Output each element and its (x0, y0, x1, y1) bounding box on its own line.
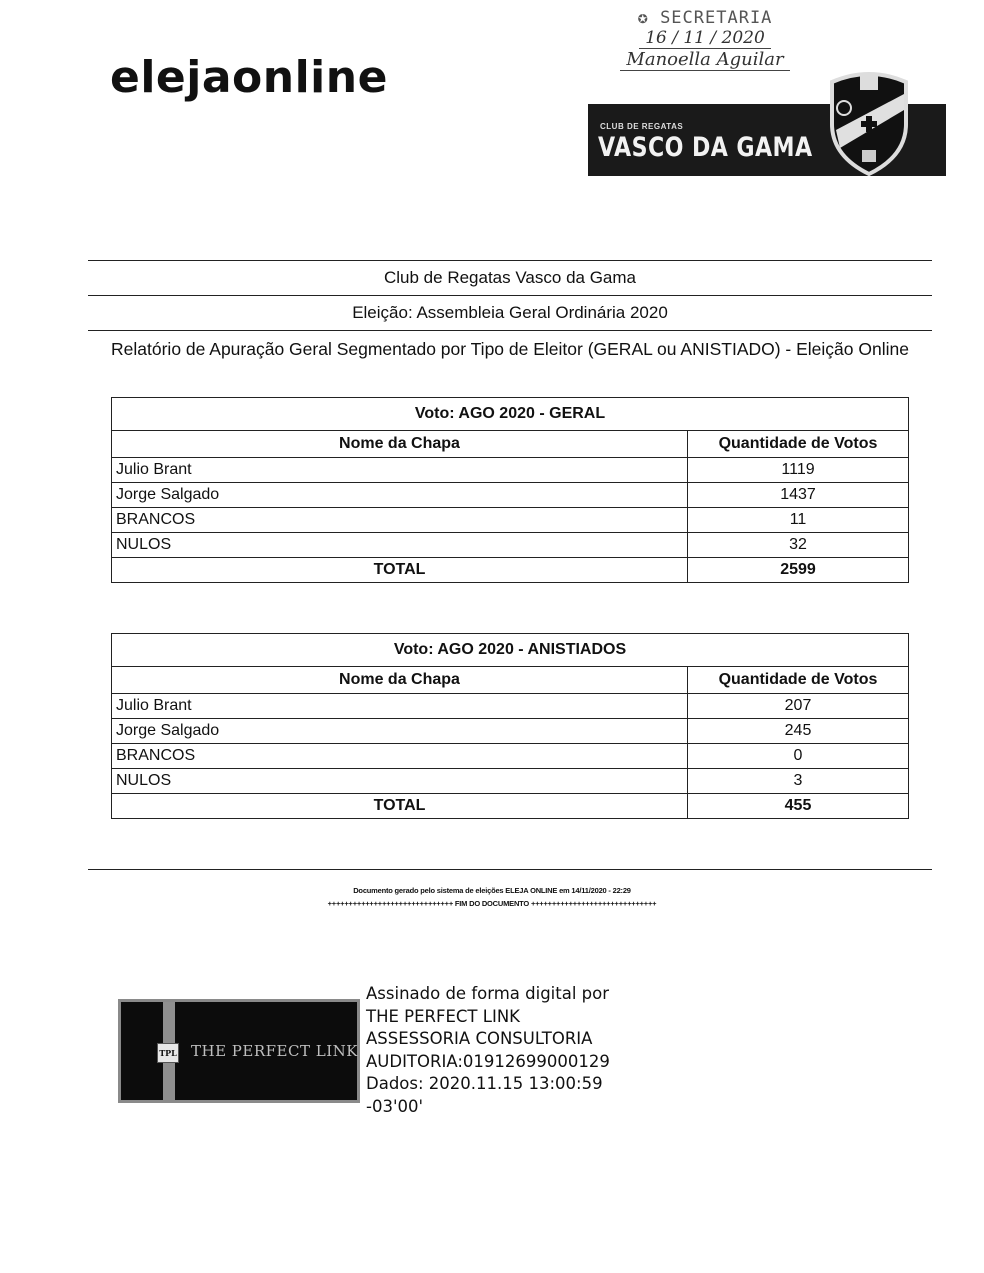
elejaonline-logo: elejaonline (110, 52, 388, 103)
table-row (112, 744, 909, 769)
organization-name: Club de Regatas Vasco da Gama (384, 268, 636, 287)
divider (88, 330, 932, 331)
stamp-title (610, 8, 800, 28)
stamp-title-text: SECRETARIA (660, 8, 773, 28)
total-value: 2599 (688, 558, 909, 583)
signature-line: AUDITORIA:01912699000129 (366, 1051, 610, 1071)
signature-line: Assinado de forma digital por (366, 984, 610, 1003)
signature-line: Dados: 2020.11.15 13:00:59 (366, 1074, 603, 1093)
chapa-name: Jorge Salgado (112, 719, 688, 744)
signature-line: ASSESSORIA CONSULTORIA (366, 1029, 593, 1048)
chapa-name: Jorge Salgado (112, 483, 688, 508)
table-row (112, 533, 909, 558)
chapa-name: Julio Brant (112, 458, 688, 483)
secretaria-stamp (610, 8, 800, 71)
table-row (112, 508, 909, 533)
column-header-votos: Quantidade de Votos (688, 667, 909, 694)
end-of-document-marker: ++++++++++++++++++++++++++++++ FIM DO DOCUMENTO ++++++++++++++++++++++++++++++ (327, 899, 657, 908)
signature-line: THE PERFECT LINK (366, 1006, 520, 1026)
signature-logo (118, 999, 360, 1103)
total-value: 455 (688, 794, 909, 819)
stamp-signature: Manoella Aguilar (620, 49, 789, 71)
election-title: Eleição: Assembleia Geral Ordinária 2020 (352, 303, 668, 322)
table-row (112, 719, 909, 744)
votes-table-anistiados (111, 633, 909, 819)
table-row (112, 694, 909, 719)
stamp-date: 16 / 11 / 2020 (639, 28, 771, 49)
generated-note: Documento gerado pelo sistema de eleições ELEJA ONLINE em 14/11/2020 - 22:29 (353, 886, 631, 895)
total-row (112, 794, 909, 819)
report-title: Relatório de Apuração Geral Segmentado por Tipo de Eleitor (GERAL ou ANISTIADO) - Eleição Online (111, 339, 909, 359)
table-caption: Voto: AGO 2020 - ANISTIADOS (112, 634, 909, 667)
stamp-seal-icon: ✪ (637, 8, 661, 28)
signature-line: -03'00' (366, 1096, 424, 1116)
chapa-name: Julio Brant (112, 694, 688, 719)
total-row (112, 558, 909, 583)
table-caption: Voto: AGO 2020 - GERAL (112, 398, 909, 431)
table-row (112, 458, 909, 483)
divider (88, 869, 932, 870)
chapa-name: NULOS (112, 533, 688, 558)
total-label: TOTAL (112, 558, 688, 583)
vote-count: 1119 (688, 458, 909, 483)
votes-table-geral (111, 397, 909, 583)
vote-count: 245 (688, 719, 909, 744)
chapa-name: NULOS (112, 769, 688, 794)
divider (88, 295, 932, 296)
vasco-banner-title: VASCO DA GAMA (598, 132, 813, 163)
digital-signature-text (366, 983, 610, 1118)
chapa-name: BRANCOS (112, 508, 688, 533)
vote-count: 32 (688, 533, 909, 558)
table-row (112, 769, 909, 794)
vote-count: 1437 (688, 483, 909, 508)
vote-count: 11 (688, 508, 909, 533)
divider (88, 260, 932, 261)
vote-count: 0 (688, 744, 909, 769)
vasco-banner-small-text: CLUB DE REGATAS (600, 122, 684, 131)
chapa-name: BRANCOS (112, 744, 688, 769)
vote-count: 3 (688, 769, 909, 794)
vasco-shield-icon (826, 70, 912, 176)
column-header-chapa: Nome da Chapa (112, 431, 688, 458)
column-header-chapa: Nome da Chapa (112, 667, 688, 694)
vote-count: 207 (688, 694, 909, 719)
total-label: TOTAL (112, 794, 688, 819)
tpl-badge-icon: TPL (157, 1043, 179, 1063)
table-row (112, 483, 909, 508)
signature-logo-name: THE PERFECT LINK (191, 1042, 358, 1060)
column-header-votos: Quantidade de Votos (688, 431, 909, 458)
